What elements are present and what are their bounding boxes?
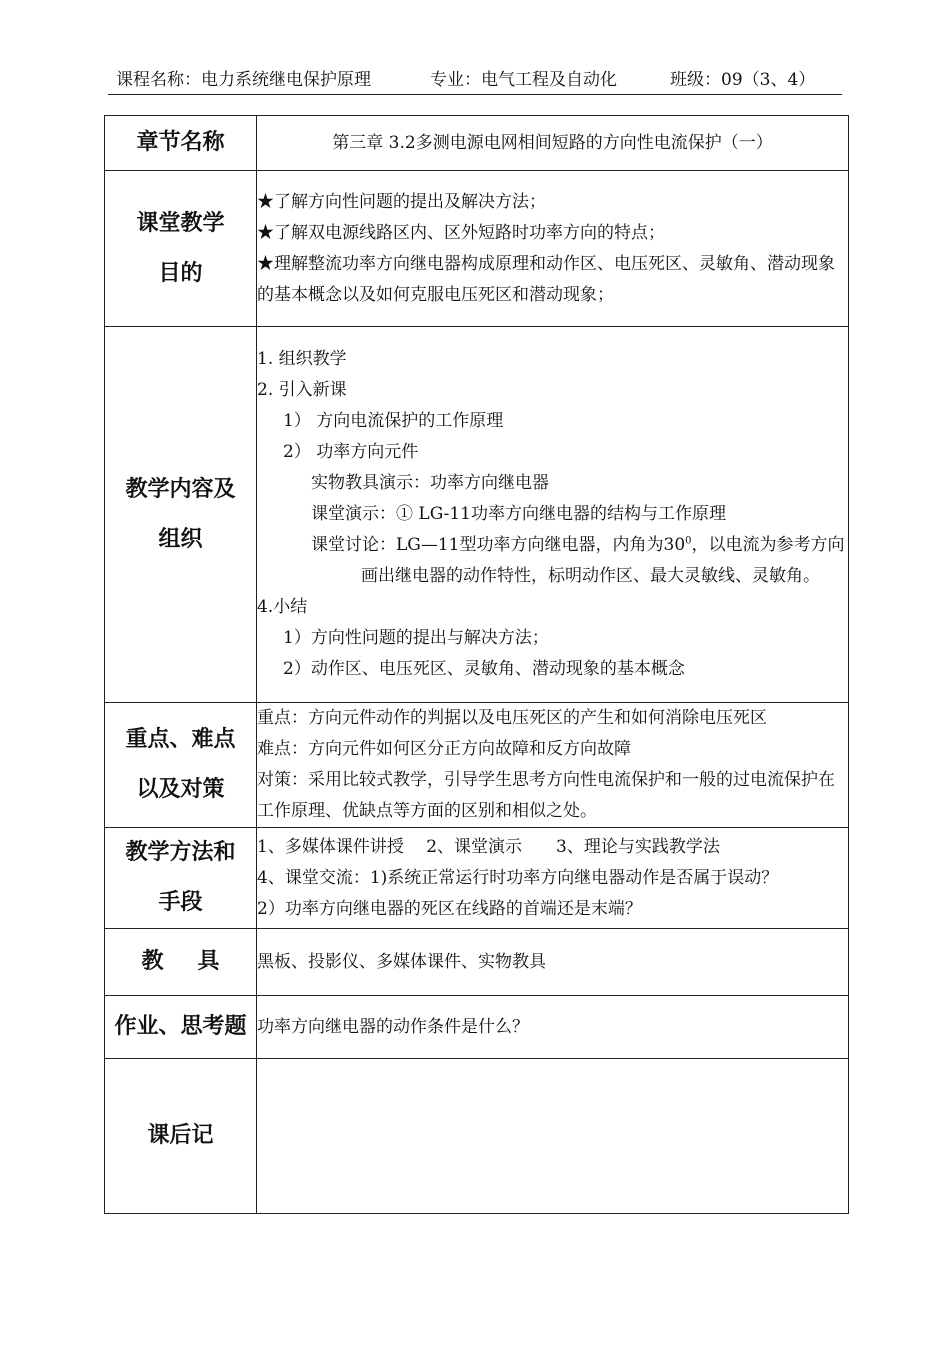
method-label-line2: 手段 bbox=[158, 890, 203, 915]
row-homework bbox=[105, 996, 849, 1059]
chapter-title: 第三章 3.2多测电源电网相间短路的方向性电流保护（一） bbox=[257, 116, 849, 171]
method-label-line1: 教学方法和 bbox=[125, 840, 236, 865]
method-line: 1、多媒体课件讲授 2、课堂演示 3、理论与实践教学法 bbox=[257, 836, 720, 857]
tools-content: 黑板、投影仪、多媒体课件、实物教具 bbox=[257, 929, 849, 996]
course-name: 课程名称：电力系统继电保护原理 bbox=[116, 70, 371, 90]
class-info: 班级：09（3、4） bbox=[670, 70, 816, 90]
content-line: 1）方向性问题的提出与解决方法； bbox=[283, 628, 549, 648]
homework-label: 作业、思考题 bbox=[105, 996, 257, 1059]
page-header bbox=[108, 66, 842, 95]
difficulty-text: 难点：方向元件如何区分正方向故障和反方向故障 bbox=[257, 739, 631, 759]
content-line: 实物教具演示：功率方向继电器 bbox=[311, 473, 549, 493]
content-line: 4.小结 bbox=[257, 597, 308, 617]
major: 专业：电气工程及自动化 bbox=[430, 70, 617, 90]
degree-superscript: 0 bbox=[685, 535, 692, 547]
chapter-label: 章节名称 bbox=[105, 116, 257, 171]
notes-content bbox=[257, 1059, 849, 1214]
row-key-points bbox=[105, 703, 849, 828]
content-label-line1: 教学内容及 bbox=[125, 476, 236, 502]
key-label bbox=[105, 703, 257, 828]
objective-item: ★理解整流功率方向继电器构成原理和动作区、电压死区、灵敏角、潜动现象的基本概念以及如何克服电压死区和潜动现象； bbox=[257, 253, 835, 305]
method-line: 2）功率方向继电器的死区在线路的首端还是末端？ bbox=[257, 898, 642, 919]
strategy-text: 对策：采用比较式教学，引导学生思考方向性电流保护和一般的过电流保护在工作原理、优缺点等方面的区别和相似之处。 bbox=[257, 770, 835, 821]
tools-label-text: 教具 bbox=[141, 949, 254, 974]
notes-label: 课后记 bbox=[105, 1059, 257, 1214]
objective-item: ★了解双电源线路区内、区外短路时功率方向的特点； bbox=[257, 222, 665, 243]
homework-content: 功率方向继电器的动作条件是什么？ bbox=[257, 996, 849, 1059]
content-line: 课堂演示：① LG-11功率方向继电器的结构与工作原理 bbox=[311, 504, 726, 524]
objective-label bbox=[105, 171, 257, 327]
row-method bbox=[105, 828, 849, 929]
discussion-text-a: 课堂讨论：LG—11型功率方向继电器，内角为30 bbox=[311, 535, 686, 555]
lesson-plan-table bbox=[104, 115, 849, 1214]
row-content bbox=[105, 327, 849, 703]
content-label bbox=[105, 327, 257, 703]
content-line: 2） 功率方向元件 bbox=[283, 442, 419, 462]
row-notes bbox=[105, 1059, 849, 1214]
key-content bbox=[257, 703, 849, 828]
content-line: 1. 组织教学 bbox=[257, 349, 347, 369]
method-line: 4、课堂交流：1)系统正常运行时功率方向继电器动作是否属于误动？ bbox=[257, 867, 779, 888]
content-line: 2. 引入新课 bbox=[257, 380, 347, 400]
key-label-line1: 重点、难点 bbox=[125, 727, 236, 752]
objective-item: ★了解方向性问题的提出及解决方法； bbox=[257, 191, 546, 212]
content-discussion bbox=[257, 530, 848, 592]
objective-content bbox=[257, 171, 849, 327]
row-chapter bbox=[105, 116, 849, 171]
tools-label bbox=[105, 929, 257, 996]
method-label bbox=[105, 828, 257, 929]
content-label-line2: 组织 bbox=[158, 526, 203, 552]
key-label-line2: 以及对策 bbox=[136, 777, 225, 802]
content-line: 1） 方向电流保护的工作原理 bbox=[283, 411, 504, 431]
focus-text: 重点：方向元件动作的判据以及电压死区的产生和如何消除电压死区 bbox=[257, 708, 767, 728]
row-tools bbox=[105, 929, 849, 996]
method-content bbox=[257, 828, 849, 929]
row-objective bbox=[105, 171, 849, 327]
discussion-text-b: ，以电流为参考方向画出继电器的动作特性，标明动作区、最大灵敏线、灵敏角。 bbox=[361, 535, 845, 586]
objective-label-line2: 目的 bbox=[158, 260, 203, 286]
objective-label-line1: 课堂教学 bbox=[136, 210, 225, 236]
content-body bbox=[257, 327, 849, 703]
content-line: 2）动作区、电压死区、灵敏角、潜动现象的基本概念 bbox=[283, 659, 685, 679]
